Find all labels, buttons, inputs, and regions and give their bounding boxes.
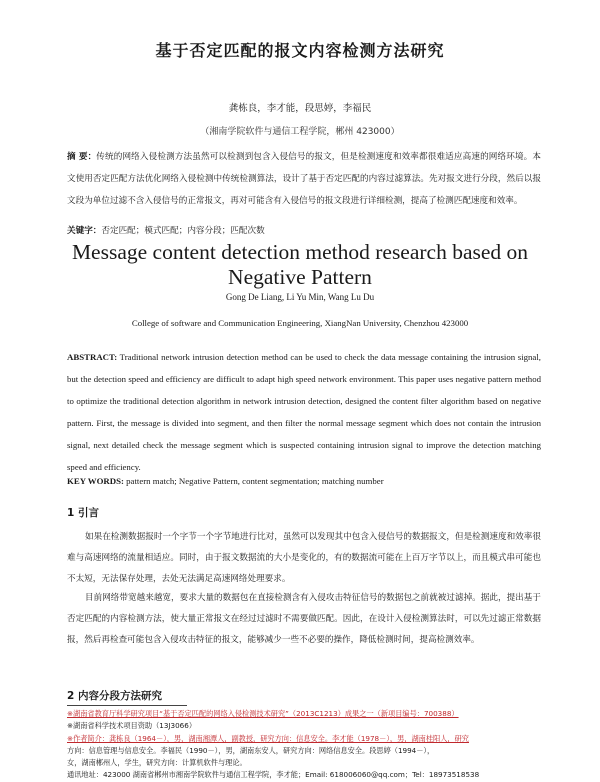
footnote-line: 女，湖南郴州人，学生，研究方向：计算机软件与理论。 [67, 758, 247, 768]
chinese-abstract-text: 传统的网络入侵检测方法虽然可以检测到包含入侵信号的报文，但是检测速度和效率都很难适应高速的网络环境。本文使用否定匹配方法优化网络入侵检测中传统检测算法，设计了基于否定匹配的内容过滤算法。先对报文进行分段，然后以报文段为单位过滤不含入侵信号的正常报文，再对可能含有入侵信号的报文段进行详细检测，提高了检测匹配速度和效率。 [67, 152, 541, 206]
section-heading-content-segmentation: 2 内容分段方法研究 [67, 690, 162, 702]
english-authors: Gong De Liang, Li Yu Min, Wang Lu Du [225, 292, 375, 302]
section-heading-introduction: 1 引言 [67, 507, 99, 519]
footnote-divider [67, 705, 187, 706]
chinese-abstract-label: 摘 要： [67, 152, 97, 162]
chinese-abstract [67, 146, 541, 212]
english-keywords [67, 470, 541, 492]
chinese-affiliation: （湘南学院软件与通信工程学院，郴州 423000） [200, 127, 400, 137]
chinese-keywords-text: 否定匹配；模式匹配；内容分段；匹配次数 [101, 226, 265, 236]
introduction-paragraph-1: 如果在检测数据报时一个字节一个字节地进行比对，虽然可以发现其中包含入侵信号的数据报文，但是检测速度和效率很难与高速网络的流量相适应。同时，由于报文数据流的大小是变化的，有的数据流可能在上百万字节以上，而且模式串可能也不太短，无法保存处理，去处无法满足高速网络处理要求。 [67, 532, 541, 584]
footnote-line: ※湖南省科学技术项目资助（13J3066） [67, 721, 197, 731]
english-abstract [67, 346, 541, 478]
english-title: Message content detection method research based on Negative Pattern [71, 240, 529, 289]
english-keywords-label: KEY WORDS: [67, 476, 124, 486]
chinese-title: 基于否定匹配的报文内容检测方法研究 [155, 41, 445, 60]
footnote-line: 方向：信息管理与信息安全。李福民（1990－），男，湖南东安人，研究方向：网络信息安全。段思婷（1994－）， [67, 745, 435, 755]
chinese-keywords-label: 关键字： [67, 226, 102, 236]
footnote-line: ※作者简介：龚栋良（1964－），男，湖南湘潭人，副教授，研究方向：信息安全。李才能（1978－），男，湖南桂阳人，研究 [67, 733, 469, 743]
footnote-line: ※湖南省教育厅科学研究项目“基于否定匹配的网络入侵检测技术研究”（2013C1213）成果之一（新项目编号：700388） [67, 709, 459, 718]
chinese-keywords [67, 220, 541, 242]
english-abstract-label: ABSTRACT: [67, 352, 118, 362]
chinese-authors: 龚栋良，李才能，段思婷，李福民 [228, 103, 372, 114]
english-keywords-text: pattern match; Negative Pattern, content segmentation; matching number [126, 476, 384, 486]
introduction-paragraph-2: 目前网络带宽越来越宽，要求大量的数据包在直接检测含有入侵攻击特征信号的数据包之前就被过滤掉。据此，提出基于否定匹配的内容检测方法，使大量正常报文在经过过滤时不需要做匹配。因此，在设计入侵检测算法时，可以先过滤正常数据报，然后再检查可能包含入侵攻击特征的报文，能够减少一些不必要的操作，降低检测时间，提高检测效率。 [67, 593, 541, 645]
footnotes [67, 708, 541, 782]
english-affiliation: College of software and Communication Engineering, XiangNan University, Chenzhou 423000 [131, 318, 469, 328]
english-abstract-text: Traditional network intrusion detection method can be used to check the data message containing the intrusion signal, but the detection speed and efficiency are difficult to adapt high speed network environment. This paper uses negative pattern method to optimize the traditional detection algorithm in network intrusion detection, designed the content filter algorithm based on negative pattern. First, the message is divided into segment, and then filter the normal message segment which does not contain the intrusion signal, next detailed check the message segment which is suspected containing intrusion signal to improve the detection matching speed and efficiency. [67, 352, 541, 472]
footnote-line: 通讯地址：423000 湖南省郴州市湘南学院软件与通信工程学院，李才能；Email: 618006060@qq.com；Tel：18973518538 [67, 770, 480, 780]
